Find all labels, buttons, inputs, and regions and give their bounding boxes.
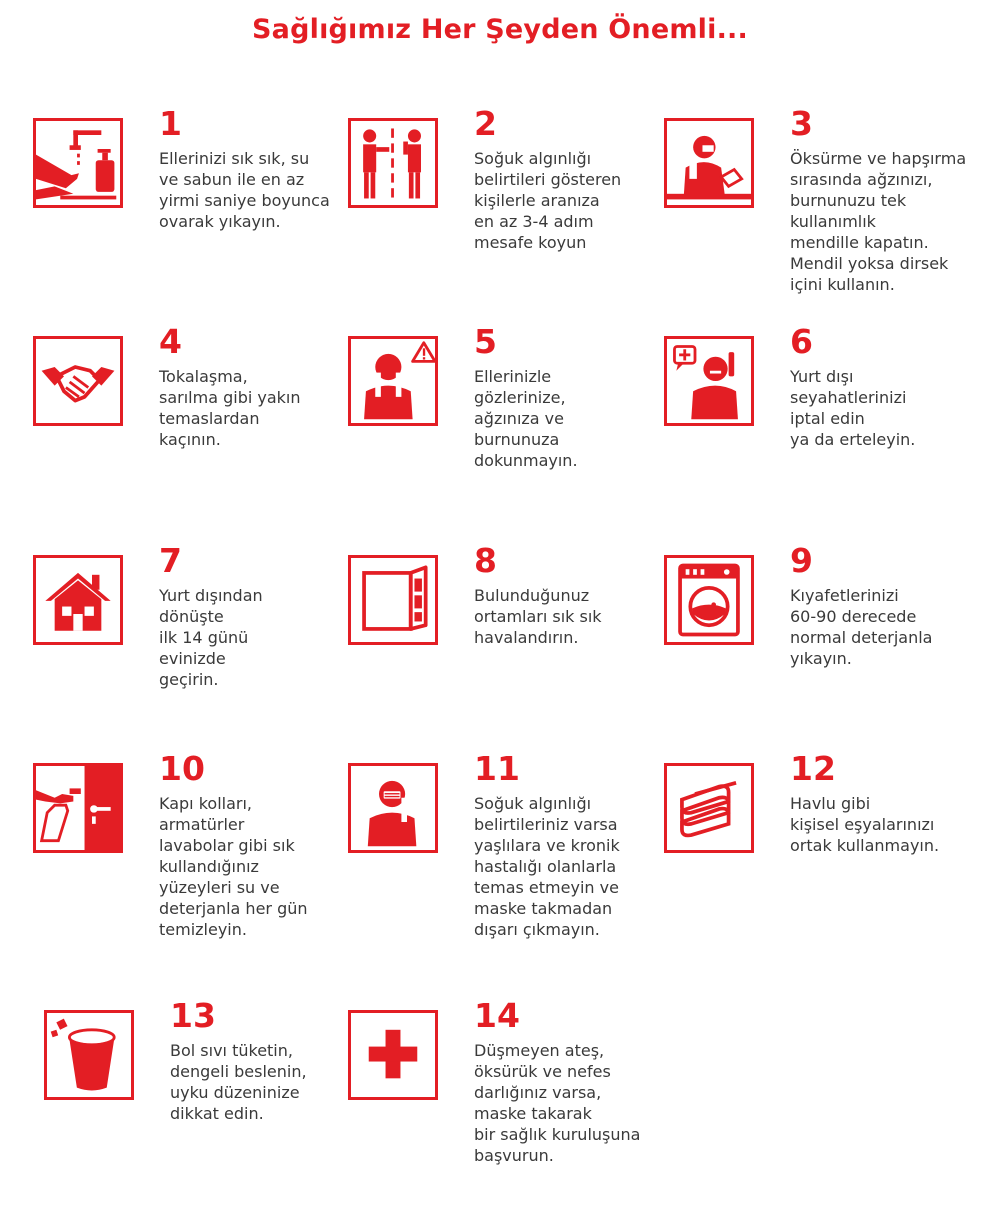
tip-11: [348, 749, 668, 963]
tip-number: 14: [474, 996, 520, 1035]
tip-9: [664, 541, 984, 755]
tip-number: 4: [159, 322, 182, 361]
tip-10: [33, 749, 353, 963]
tip-4: [33, 322, 353, 536]
tip-text: Düşmeyen ateş, öksürük ve nefes darlığınız varsa, maske takarak bir sağlık kuruluşuna başvurun.: [474, 1041, 641, 1165]
tip-text: Öksürme ve hapşırma sırasında ağzınızı, burnunuzu tek kullanımlık mendille kapatın. Mendil yoksa dirsek içini kullanın.: [790, 149, 967, 294]
towels-icon: [664, 763, 754, 853]
tip-text: Bulunduğunuz ortamları sık sık havalandırın.: [474, 586, 602, 647]
open-window-icon: [348, 555, 438, 645]
tip-number: 9: [790, 541, 813, 580]
hand-washing-icon: [33, 118, 123, 208]
tip-text: Ellerinizle gözlerinize, ağzınıza ve burnunuza dokunmayın.: [474, 367, 578, 470]
tip-number: 3: [790, 104, 813, 143]
tip-text: Ellerinizi sık sık, su ve sabun ile en az yirmi saniye boyunca ovarak yıkayın.: [159, 149, 330, 231]
tip-number: 7: [159, 541, 182, 580]
mask-person-icon: [348, 763, 438, 853]
tip-text: Tokalaşma, sarılma gibi yakın temaslardan kaçının.: [159, 367, 301, 449]
tip-6: [664, 322, 984, 536]
tip-number: 11: [474, 749, 520, 788]
tip-text: Soğuk algınlığı belirtileri gösteren kişilerle aranıza en az 3-4 adım mesafe koyun: [474, 149, 622, 252]
tip-text: Kıyafetlerinizi 60-90 derecede normal deterjanla yıkayın.: [790, 586, 933, 668]
face-touch-warning-icon: [348, 336, 438, 426]
house-icon: [33, 555, 123, 645]
tip-number: 5: [474, 322, 497, 361]
handshake-icon: [33, 336, 123, 426]
tip-number: 10: [159, 749, 205, 788]
sneeze-tissue-icon: [664, 118, 754, 208]
medical-cross-icon: [348, 1010, 438, 1100]
tip-2: [348, 104, 668, 318]
tip-text: Yurt dışından dönüşte ilk 14 günü evinizde geçirin.: [159, 586, 263, 689]
tip-number: 13: [170, 996, 216, 1035]
tip-text: Havlu gibi kişisel eşyalarınızı ortak kullanmayın.: [790, 794, 940, 855]
tip-number: 1: [159, 104, 182, 143]
door-handle-spray-icon: [33, 763, 123, 853]
tip-text: Soğuk algınlığı belirtileriniz varsa yaşlılara ve kronik hastalığı olanlarla temas etmeyin ve maske takmadan dışarı çıkmayın.: [474, 794, 620, 939]
tip-5: [348, 322, 668, 536]
tip-number: 8: [474, 541, 497, 580]
tip-7: [33, 541, 353, 755]
tip-3: [664, 104, 984, 318]
travel-cancel-icon: [664, 336, 754, 426]
tip-1: [33, 104, 353, 318]
tip-number: 12: [790, 749, 836, 788]
tip-number: 2: [474, 104, 497, 143]
tip-8: [348, 541, 668, 755]
washing-machine-icon: [664, 555, 754, 645]
tip-13: [44, 996, 364, 1210]
tip-text: Yurt dışı seyahatlerinizi iptal edin ya da erteleyin.: [790, 367, 916, 449]
tip-text: Bol sıvı tüketin, dengeli beslenin, uyku düzeninize dikkat edin.: [170, 1041, 307, 1123]
tip-14: [348, 996, 668, 1210]
tip-12: [664, 749, 984, 963]
drink-cup-icon: [44, 1010, 134, 1100]
tip-text: Kapı kolları, armatürler lavabolar gibi sık kullandığınız yüzeyleri su ve deterjanla her gün temizleyin.: [159, 794, 308, 939]
page-title: Sağlığımız Her Şeyden Önemli...: [252, 14, 748, 45]
social-distance-icon: [348, 118, 438, 208]
tip-number: 6: [790, 322, 813, 361]
